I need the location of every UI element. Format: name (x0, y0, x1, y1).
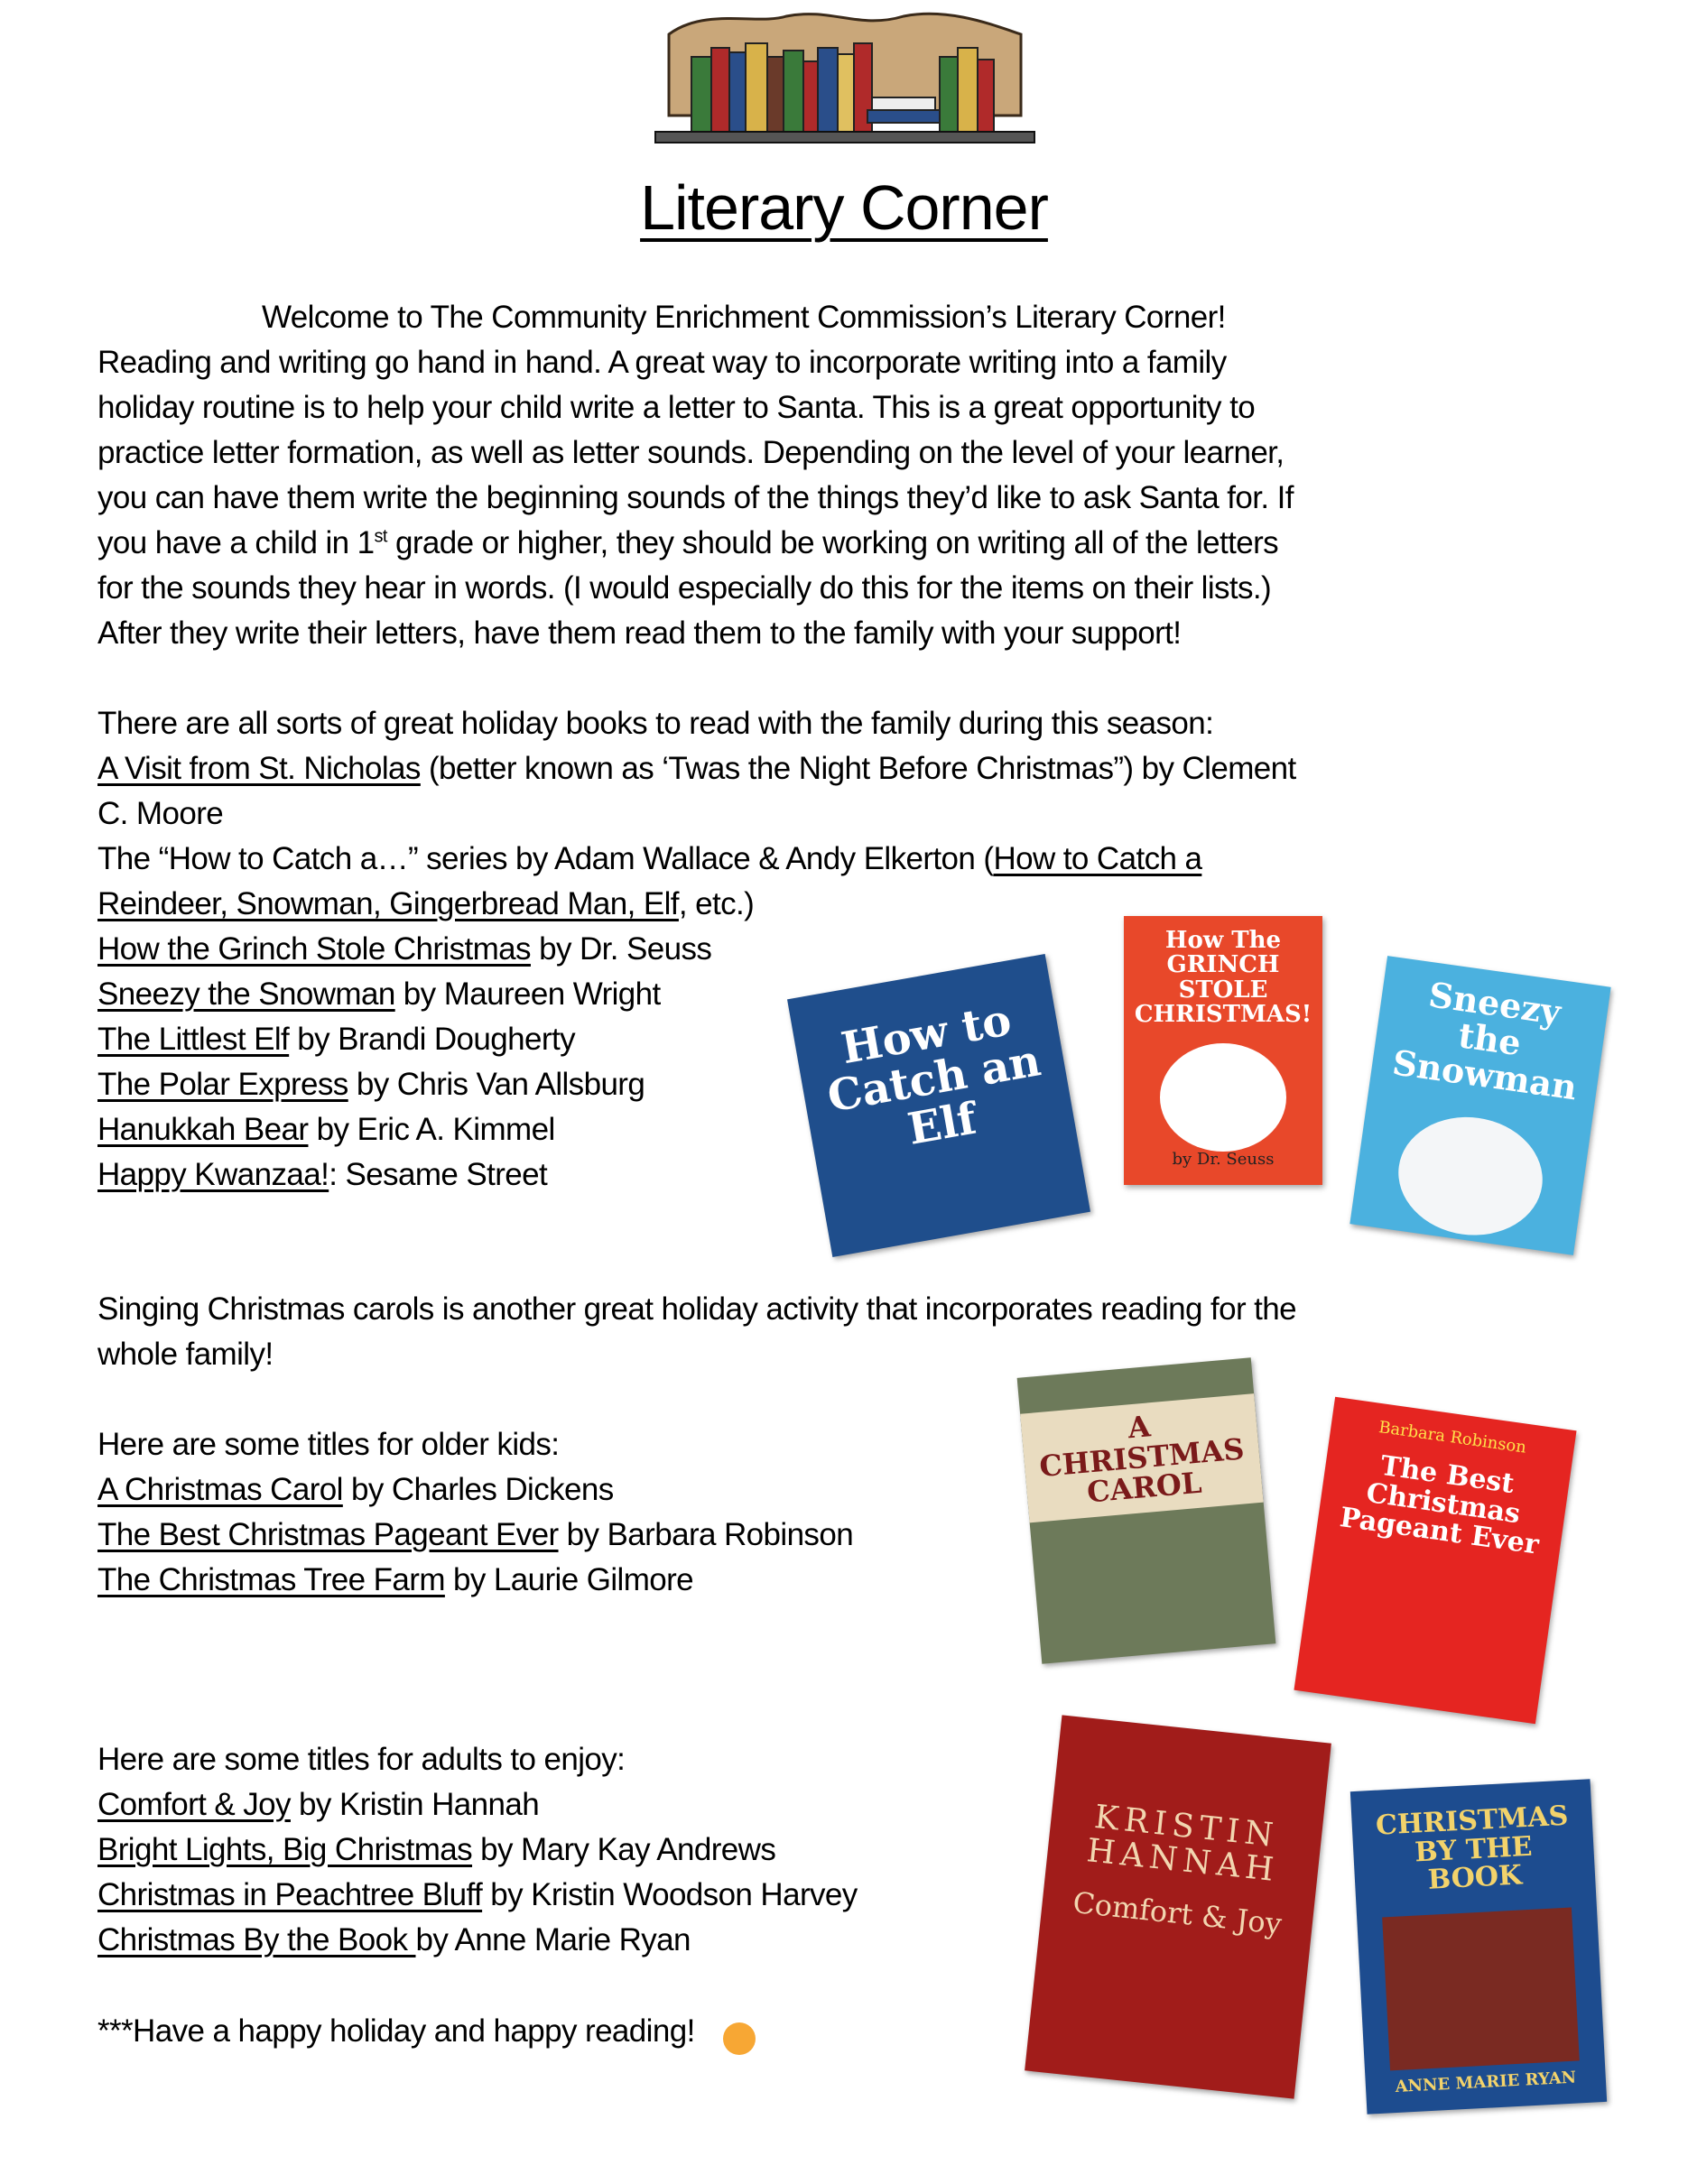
text-line (97, 1828, 858, 1873)
text-segment: for the sounds they hear in words. (I would especially do this for the items on their lists.) (97, 570, 1272, 606)
text-segment: Here are some titles for older kids: (97, 1427, 560, 1462)
book-title: Reindeer, Snowman, Gingerbread Man, Elf (97, 886, 679, 921)
cover-author: Barbara Robinson (1377, 1417, 1528, 1458)
text-line (97, 1873, 858, 1918)
cover-title: KRISTIN HANNAH (1084, 1798, 1281, 1890)
book-title: The Littlest Elf (97, 1022, 290, 1057)
intro-paragraph (97, 340, 1294, 656)
book-title: Christmas in Peachtree Bluff (97, 1877, 483, 1912)
cover-how-to-catch-an-elf (787, 954, 1090, 1257)
text-segment: by Barbara Robinson (558, 1517, 854, 1552)
book-title: Hanukkah Bear (97, 1112, 309, 1147)
text-line (97, 1737, 858, 1782)
text-segment: , etc.) (678, 886, 755, 921)
carols-section (97, 1287, 1296, 1377)
book-title: Happy Kwanzaa! (97, 1157, 329, 1192)
page-title-text: Literary Corner (640, 172, 1048, 243)
book-title: A Christmas Carol (97, 1472, 343, 1507)
bookshop-window-illustration (1382, 1907, 1580, 2070)
text-segment: holiday routine is to help your child write a letter to Santa. This is a great opportunity to (97, 390, 1256, 425)
text-segment: by Laurie Gilmore (444, 1562, 694, 1597)
text-segment: Reading and writing go hand in hand. A great way to incorporate writing into a family (97, 345, 1227, 380)
text-line (97, 521, 1294, 566)
book-title: The Polar Express (97, 1067, 348, 1102)
text-segment: There are all sorts of great holiday books to read with the family during this season: (97, 706, 1214, 741)
holiday-books-section (97, 701, 1296, 1198)
text-line (97, 1422, 853, 1467)
text-segment: The “How to Catch a…” series by Adam Wallace & Andy Elkerton ( (97, 841, 994, 876)
text-segment: practice letter formation, as well as letter sounds. Depending on the level of your learner, (97, 435, 1285, 470)
text-segment: you can have them write the beginning sounds of the things they’d like to ask Santa for. If (97, 480, 1294, 515)
text-line (97, 1017, 1296, 1062)
text-segment: by Anne Marie Ryan (415, 1922, 691, 1957)
cover-title: The Best Christmas Pageant Ever (1338, 1449, 1541, 1561)
text-line (97, 746, 1296, 791)
text-line (97, 972, 1296, 1017)
text-line (97, 1287, 1296, 1332)
cover-best-christmas-pageant (1294, 1397, 1576, 1724)
bookshelf-logo (651, 7, 1039, 168)
text-segment: Here are some titles for adults to enjoy: (97, 1742, 626, 1777)
grinch-illustration (1160, 1043, 1286, 1152)
text-line (97, 1918, 858, 1963)
text-line (97, 791, 1296, 837)
text-segment: by Kristin Woodson Harvey (482, 1877, 858, 1912)
text-segment: by Kristin Hannah (290, 1787, 540, 1822)
text-segment: by Dr. Seuss (530, 931, 712, 967)
text-line (97, 1062, 1296, 1107)
older-kids-section (97, 1422, 853, 1603)
text-line (97, 882, 1296, 927)
cover-title: Sneezy the Snowman (1389, 974, 1580, 1108)
text-line (97, 837, 1296, 882)
text-line (97, 476, 1294, 521)
text-line (97, 1782, 858, 1828)
book-title: Comfort & Joy (97, 1787, 291, 1822)
book-title: The Christmas Tree Farm (97, 1562, 445, 1597)
text-segment: st (374, 526, 387, 547)
text-segment: After they write their letters, have them read them to the family with your support! (97, 615, 1182, 651)
cover-author: ANNE MARIE RYAN (1395, 2068, 1577, 2097)
closing-line (97, 2009, 756, 2054)
text-line (97, 701, 1296, 746)
cover-sneezy-the-snowman (1349, 956, 1610, 1255)
text-segment: C. Moore (97, 796, 224, 831)
text-line (97, 566, 1294, 611)
text-line (97, 1107, 1296, 1152)
text-line (97, 430, 1294, 476)
text-segment: by Charles Dickens (342, 1472, 614, 1507)
text-segment: by Maureen Wright (394, 976, 661, 1012)
text-segment: by Eric A. Kimmel (308, 1112, 555, 1147)
welcome-heading: Welcome to The Community Enrichment Commission’s Literary Corner! (262, 300, 1226, 335)
text-line (97, 611, 1294, 656)
text-segment: : Sesame Street (329, 1157, 548, 1192)
cover-grinch (1124, 916, 1322, 1185)
cover-subtitle: Comfort & Joy (1071, 1884, 1284, 1941)
text-segment: you have a child in 1 (97, 525, 375, 560)
text-segment: by Brandi Dougherty (289, 1022, 575, 1057)
cover-title: How to Catch an Elf (823, 995, 1045, 1155)
text-line (97, 1513, 853, 1558)
cover-christmas-by-the-book (1350, 1779, 1607, 2114)
text-segment: (better known as ‘Twas the Night Before Christmas”) by Clement (420, 751, 1296, 786)
text-line (97, 927, 1296, 972)
smiley-icon (723, 2022, 756, 2055)
cover-comfort-and-joy (1025, 1715, 1331, 2098)
text-segment: by Chris Van Allsburg (348, 1067, 645, 1102)
book-title: The Best Christmas Pageant Ever (97, 1517, 559, 1552)
snowman-illustration (1391, 1107, 1551, 1244)
text-segment: grade or higher, they should be working on writing all of the letters (386, 525, 1279, 560)
cover-title: CHRISTMAS BY THE BOOK (1375, 1800, 1570, 1896)
book-title: How the Grinch Stole Christmas (97, 931, 531, 967)
book-title: How to Catch a (993, 841, 1202, 876)
book-title: Sneezy the Snowman (97, 976, 395, 1012)
cover-author: by Dr. Seuss (1172, 1150, 1275, 1169)
closing-text: ***Have a happy holiday and happy reading! (97, 2013, 695, 2049)
book-title: A Visit from St. Nicholas (97, 751, 421, 786)
text-line (97, 340, 1294, 385)
cover-a-christmas-carol (1017, 1357, 1276, 1663)
cover-title: How The GRINCH STOLE CHRISTMAS! (1134, 927, 1312, 1028)
book-title: Bright Lights, Big Christmas (97, 1832, 473, 1867)
text-segment: whole family! (97, 1337, 274, 1372)
adults-section (97, 1737, 858, 1963)
text-line (97, 1152, 1296, 1198)
text-line (97, 385, 1294, 430)
text-segment: Singing Christmas carols is another great holiday activity that incorporates reading for the (97, 1291, 1297, 1327)
text-line (97, 1558, 853, 1603)
text-segment: by Mary Kay Andrews (472, 1832, 776, 1867)
cover-title: A CHRISTMAS CAROL (1020, 1393, 1264, 1522)
book-title: Christmas By the Book (97, 1922, 416, 1957)
text-line (97, 1467, 853, 1513)
page-title (0, 167, 1688, 248)
